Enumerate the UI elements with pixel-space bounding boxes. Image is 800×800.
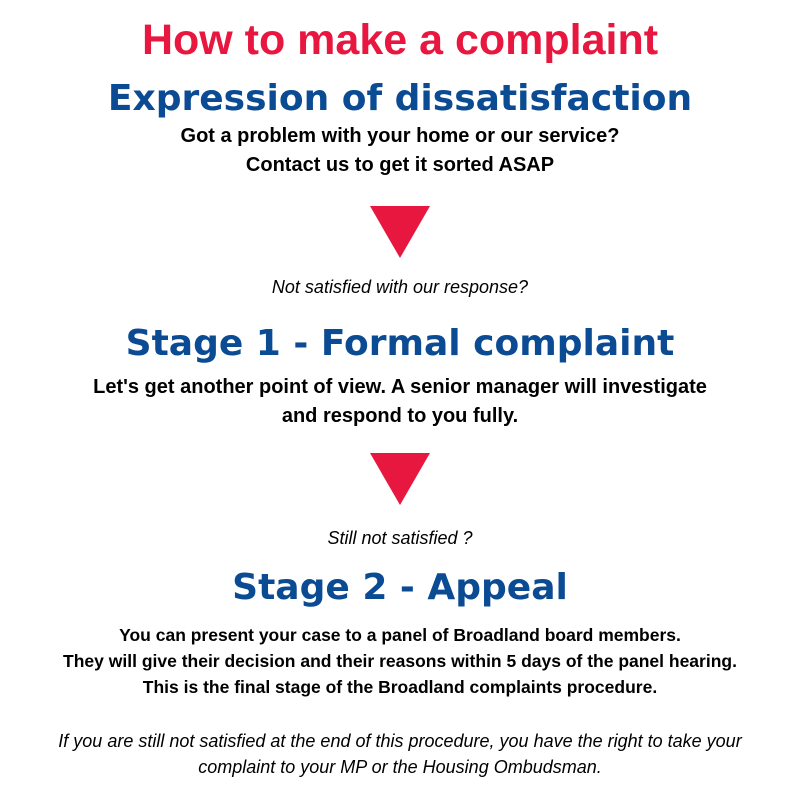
text-line: Contact us to get it sorted ASAP	[245, 154, 555, 176]
section-heading-stage-2: Stage 2 - Appeal	[232, 567, 568, 608]
section-text-stage-2	[0, 622, 800, 700]
section-text-dissatisfaction	[0, 122, 800, 180]
text-line: If you are still not satisfied at the end of this procedure, you have the right to take your	[58, 731, 742, 751]
down-arrow-icon	[370, 453, 430, 505]
text-line: Got a problem with your home or our service?	[180, 125, 620, 147]
text-line: Let's get another point of view. A senior manager will investigate	[93, 376, 707, 398]
text-line: complaint to your MP or the Housing Ombudsman.	[198, 757, 602, 777]
section-heading-stage-1: Stage 1 - Formal complaint	[125, 323, 675, 364]
section-heading-dissatisfaction: Expression of dissatisfaction	[107, 78, 693, 119]
section-text-stage-1	[0, 373, 800, 431]
footer-note	[0, 728, 800, 780]
text-line: This is the final stage of the Broadland complaints procedure.	[142, 677, 658, 697]
text-line: You can present your case to a panel of Broadland board members.	[119, 625, 681, 645]
text-line: They will give their decision and their reasons within 5 days of the panel hearing.	[63, 651, 737, 671]
text-line: and respond to you fully.	[281, 405, 519, 427]
down-arrow-icon	[370, 206, 430, 258]
transition-text-1: Not satisfied with our response?	[271, 277, 529, 297]
transition-text-2: Still not satisfied ?	[327, 528, 473, 548]
page-title: How to make a complaint	[141, 16, 659, 64]
